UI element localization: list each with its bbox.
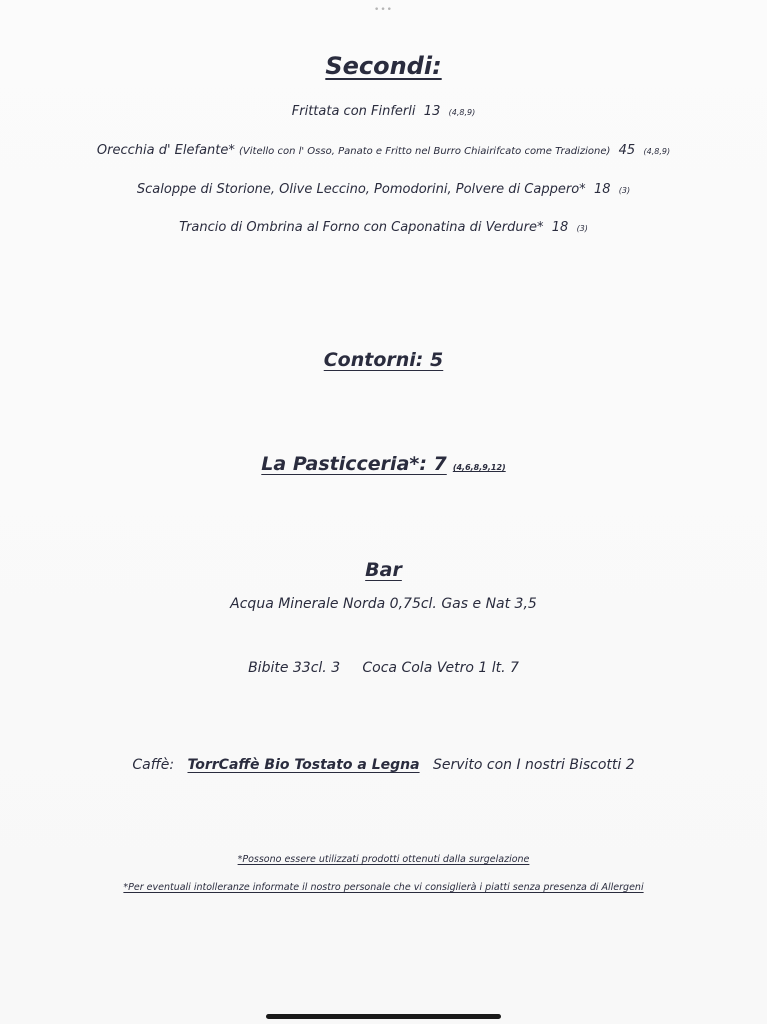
menu-item-orecchia [0, 143, 767, 158]
item-price: 18 [551, 220, 569, 235]
caffe-label: Caffè: [132, 757, 175, 773]
note-allergeni: *Per eventuali intolleranze informate il nostro personale che vi consiglierà i piatti senza presenza di Allergeni [123, 882, 644, 893]
menu-item-trancio [0, 220, 767, 235]
item-name: Scaloppe di Storione, Olive Leccino, Pomodorini, Polvere di Cappero* [136, 182, 586, 197]
item-allergens: (3) [618, 186, 631, 195]
contorni-heading: Contorni: 5 [323, 349, 444, 371]
pasticceria-title: La Pasticceria*: 7 [261, 453, 447, 475]
item-allergens: (3) [576, 224, 588, 233]
caffe-description: Servito con I nostri Biscotti 2 [432, 757, 635, 773]
item-name: Trancio di Ombrina al Forno con Caponatina di Verdure* [179, 220, 544, 235]
bar-item-acqua: Acqua Minerale Norda 0,75cl. Gas e Nat 3,5 [230, 596, 537, 612]
item-allergens: (4,8,9) [643, 147, 671, 156]
top-dots-indicator[interactable]: ••• [374, 5, 393, 15]
coca-cola-text: Coca Cola Vetro 1 lt. 7 [362, 660, 519, 676]
item-price: 45 [618, 143, 636, 158]
bibite-text: Bibite 33cl. 3 [248, 660, 341, 676]
item-name: Frittata con Finferli [291, 104, 416, 119]
menu-item-frittata [0, 104, 767, 119]
item-price: 18 [593, 182, 611, 197]
bar-item-bibite [0, 660, 767, 676]
caffe-brand: TorrCaffè Bio Tostato a Legna [187, 757, 420, 773]
secondi-heading: Secondi: [325, 52, 442, 80]
bar-item-caffe [0, 757, 767, 773]
note-surgelazione: *Possono essere utilizzati prodotti ottenuti dalla surgelazione [237, 854, 530, 865]
menu-item-scaloppe [0, 182, 767, 197]
item-description: (Vitello con l' Osso, Panato e Fritto nel Burro Chiairifcato come Tradizione) [239, 146, 611, 157]
item-allergens: (4,8,9) [448, 108, 476, 117]
bar-heading: Bar [365, 559, 402, 581]
item-price: 13 [423, 104, 441, 119]
pasticceria-heading [0, 453, 767, 475]
home-indicator[interactable] [266, 1014, 501, 1019]
pasticceria-allergens: (4,6,8,9,12) [452, 463, 506, 472]
item-name: Orecchia d' Elefante* [96, 143, 235, 158]
